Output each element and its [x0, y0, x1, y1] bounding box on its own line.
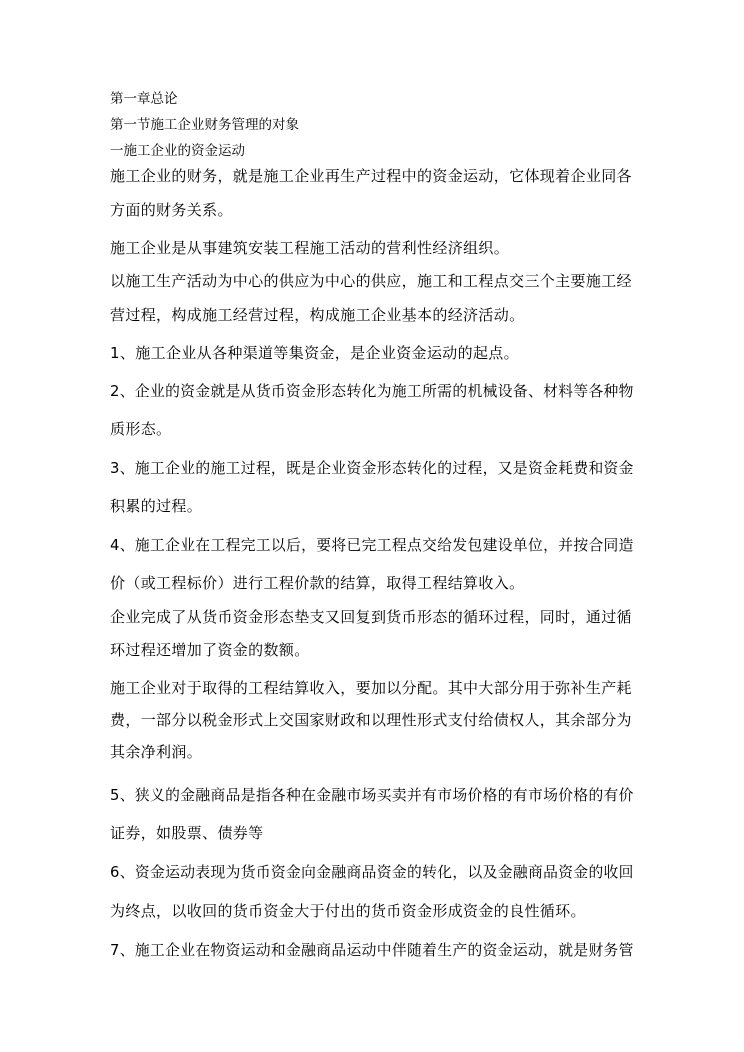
list-item-cont: 为终点，以收回的货币资金大于付出的货币资金形成资金的良性循环。	[110, 902, 586, 920]
paragraph-line: 施工企业的财务，就是施工企业再生产过程中的资金运动，它体现着企业同各	[110, 167, 632, 185]
list-item: 6、资金运动表现为货币资金向金融商品资金的转化，以及金融商品资金的收回	[110, 863, 634, 881]
list-item-cont: 价（或工程标价）进行工程价款的结算，取得工程结算收入。	[110, 574, 525, 592]
list-item: 5、狭义的金融商品是指各种在金融市场买卖并有市场价格的有市场价格的有价	[110, 786, 634, 804]
list-item-cont: 积累的过程。	[110, 497, 203, 515]
list-item: 1、施工企业从各种渠道等集资金，是企业资金运动的起点。	[110, 344, 519, 362]
paragraph-line: 方面的财务关系。	[110, 201, 233, 219]
paragraph-line: 其余净利润。	[110, 743, 203, 761]
list-item-cont: 质形态。	[110, 420, 172, 438]
list-item: 7、施工企业在物资运动和金融商品运动中伴随着生产的资金运动，就是财务管	[110, 941, 634, 959]
chapter-title: 第一章总论	[110, 91, 178, 107]
paragraph-line: 费，一部分以税金形式上交国家财政和以理性形式支付给债权人，其余部分为	[110, 711, 632, 729]
paragraph-line: 以施工生产活动为中心的供应为中心的供应，施工和工程点交三个主要施工经	[110, 272, 632, 290]
paragraph-line: 施工企业是从事建筑安装工程施工活动的营利性经济组织。	[110, 239, 510, 257]
paragraph-line: 企业完成了从货币资金形态垫支又回复到货币形态的循环过程，同时，通过循	[110, 608, 632, 626]
list-item: 2、企业的资金就是从货币资金形态转化为施工所需的机械设备、材料等各种物	[110, 382, 634, 400]
section-title: 第一节施工企业财务管理的对象	[110, 117, 299, 133]
subsection-title: 一施工企业的资金运动	[110, 143, 245, 159]
paragraph-line: 营过程，构成施工经营过程，构成施工企业基本的经济活动。	[110, 306, 525, 324]
paragraph-line: 环过程还增加了资金的数额。	[110, 641, 310, 659]
list-item: 3、施工企业的施工过程，既是企业资金形态转化的过程，又是资金耗费和资金	[110, 459, 634, 477]
paragraph-line: 施工企业对于取得的工程结算收入，要加以分配。其中大部分用于弥补生产耗	[110, 679, 632, 697]
list-item: 4、施工企业在工程完工以后，要将已完工程点交给发包建设单位，并按合同造	[110, 536, 634, 554]
list-item-cont: 证券，如股票、债券等	[110, 824, 264, 842]
